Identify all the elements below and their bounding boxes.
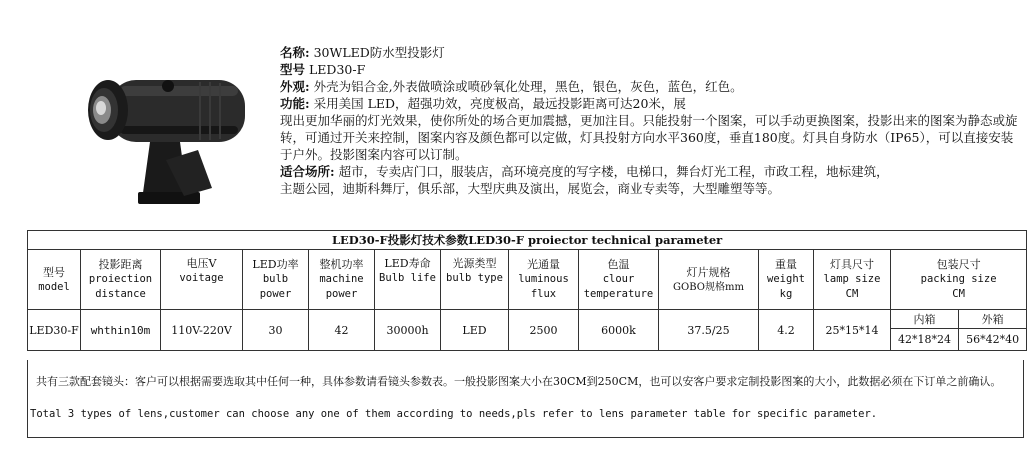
name-value: 30WLED防水型投影灯: [313, 45, 445, 60]
cell-model: LED30-F: [28, 310, 81, 351]
header-packing: 包装尺寸 packing size CM: [891, 250, 1027, 310]
model-line: [280, 61, 1020, 78]
function-label: 功能:: [280, 96, 310, 111]
header-weight: 重量 weight kg: [759, 250, 814, 310]
header-voltage: 电压V voitage: [161, 250, 243, 310]
table-header-row: [28, 250, 1027, 310]
cell-inner-box: 42*18*24: [891, 329, 959, 351]
venues-line: [280, 163, 1020, 180]
name-label: 名称:: [280, 45, 310, 60]
header-model: 型号 model: [28, 250, 81, 310]
header-lamp-size: 灯具尺寸 lamp size CM: [814, 250, 891, 310]
cell-led-power: 30: [243, 310, 309, 351]
cell-lamp-size: 25*15*14: [814, 310, 891, 351]
appearance-label: 外观:: [280, 79, 310, 94]
function-line: [280, 95, 1020, 112]
venues-line2: 主题公园，迪斯科舞厅，俱乐部，大型庆典及演出，展览会，商业专卖等，大型雕塑等等。: [280, 181, 781, 196]
header-gobo: 灯片规格 GOBO规格mm: [659, 250, 759, 310]
header-flux: 光通量 luminous flux: [509, 250, 579, 310]
cell-voltage: 110V-220V: [161, 310, 243, 351]
header-distance: 投影距离 proiection distance: [81, 250, 161, 310]
header-type: 光源类型 bulb type: [441, 250, 509, 310]
header-inner-box: 内箱: [891, 310, 959, 329]
cell-outer-box: 56*42*40: [959, 329, 1027, 351]
notes-english: Total 3 types of lens,customer can choose any one of them according to needs,pls refer to lens parameter table for specific parameter.: [30, 408, 878, 420]
cell-weight: 4.2: [759, 310, 814, 351]
header-color-temp: 色温 clour temperature: [579, 250, 659, 310]
table-title: LED30-F投影灯技术参数LED30-F proiector technical parameter: [28, 231, 1027, 250]
lens-notes: [27, 360, 1024, 438]
product-image: [80, 50, 260, 210]
header-outer-box: 外箱: [959, 310, 1027, 329]
header-life: LED寿命 Bulb life: [375, 250, 441, 310]
cell-machine-power: 42: [309, 310, 375, 351]
name-line: [280, 44, 1020, 61]
function-line1: 采用美国 LED，超强功效，亮度极高，最远投影距离可达20米，展: [313, 96, 686, 111]
venues-line1: 超市，专卖店门口，服装店，高环境亮度的写字楼，电梯口，舞台灯光工程，市政工程，地标建筑，: [338, 164, 889, 179]
venues-label: 适合场所:: [280, 164, 335, 179]
model-label: 型号: [280, 62, 306, 77]
cell-distance: whthin10m: [81, 310, 161, 351]
table-data-row: [28, 310, 1027, 329]
spec-table: [27, 230, 1027, 351]
function-rest: 现出更加华丽的灯光效果，使你所处的场合更加震撼，更加注目。只能投射一个图案，可以手动更换图案，投影出来的图案为静态或旋转，可通过开关来控制，图案内容及颜色都可以定做，灯具投射方向水平360度，垂直180度。灯具自身防水（IP65），可以直接安装于户外。投影图案内容可以订制。: [280, 113, 1018, 162]
cell-life: 30000h: [375, 310, 441, 351]
model-value: LED30-F: [309, 62, 366, 77]
cell-flux: 2500: [509, 310, 579, 351]
cell-gobo: 37.5/25: [659, 310, 759, 351]
appearance-line: [280, 78, 1020, 95]
product-description: [280, 44, 1020, 197]
cell-type: LED: [441, 310, 509, 351]
header-machine-power: 整机功率 machine power: [309, 250, 375, 310]
cell-color-temp: 6000k: [579, 310, 659, 351]
appearance-value: 外壳为铝合金,外表做喷涂或喷砂氧化处理，黑色，银色，灰色，蓝色，红色。: [313, 79, 743, 94]
header-led-power: LED功率 bulb power: [243, 250, 309, 310]
notes-chinese: 共有三款配套镜头：客户可以根据需要选取其中任何一种，具体参数请看镜头参数表。一般投影图案大小在30CM到250CM，也可以安客户要求定制投影图案的大小，此数据必须在下订单之前确认。: [36, 375, 1002, 388]
